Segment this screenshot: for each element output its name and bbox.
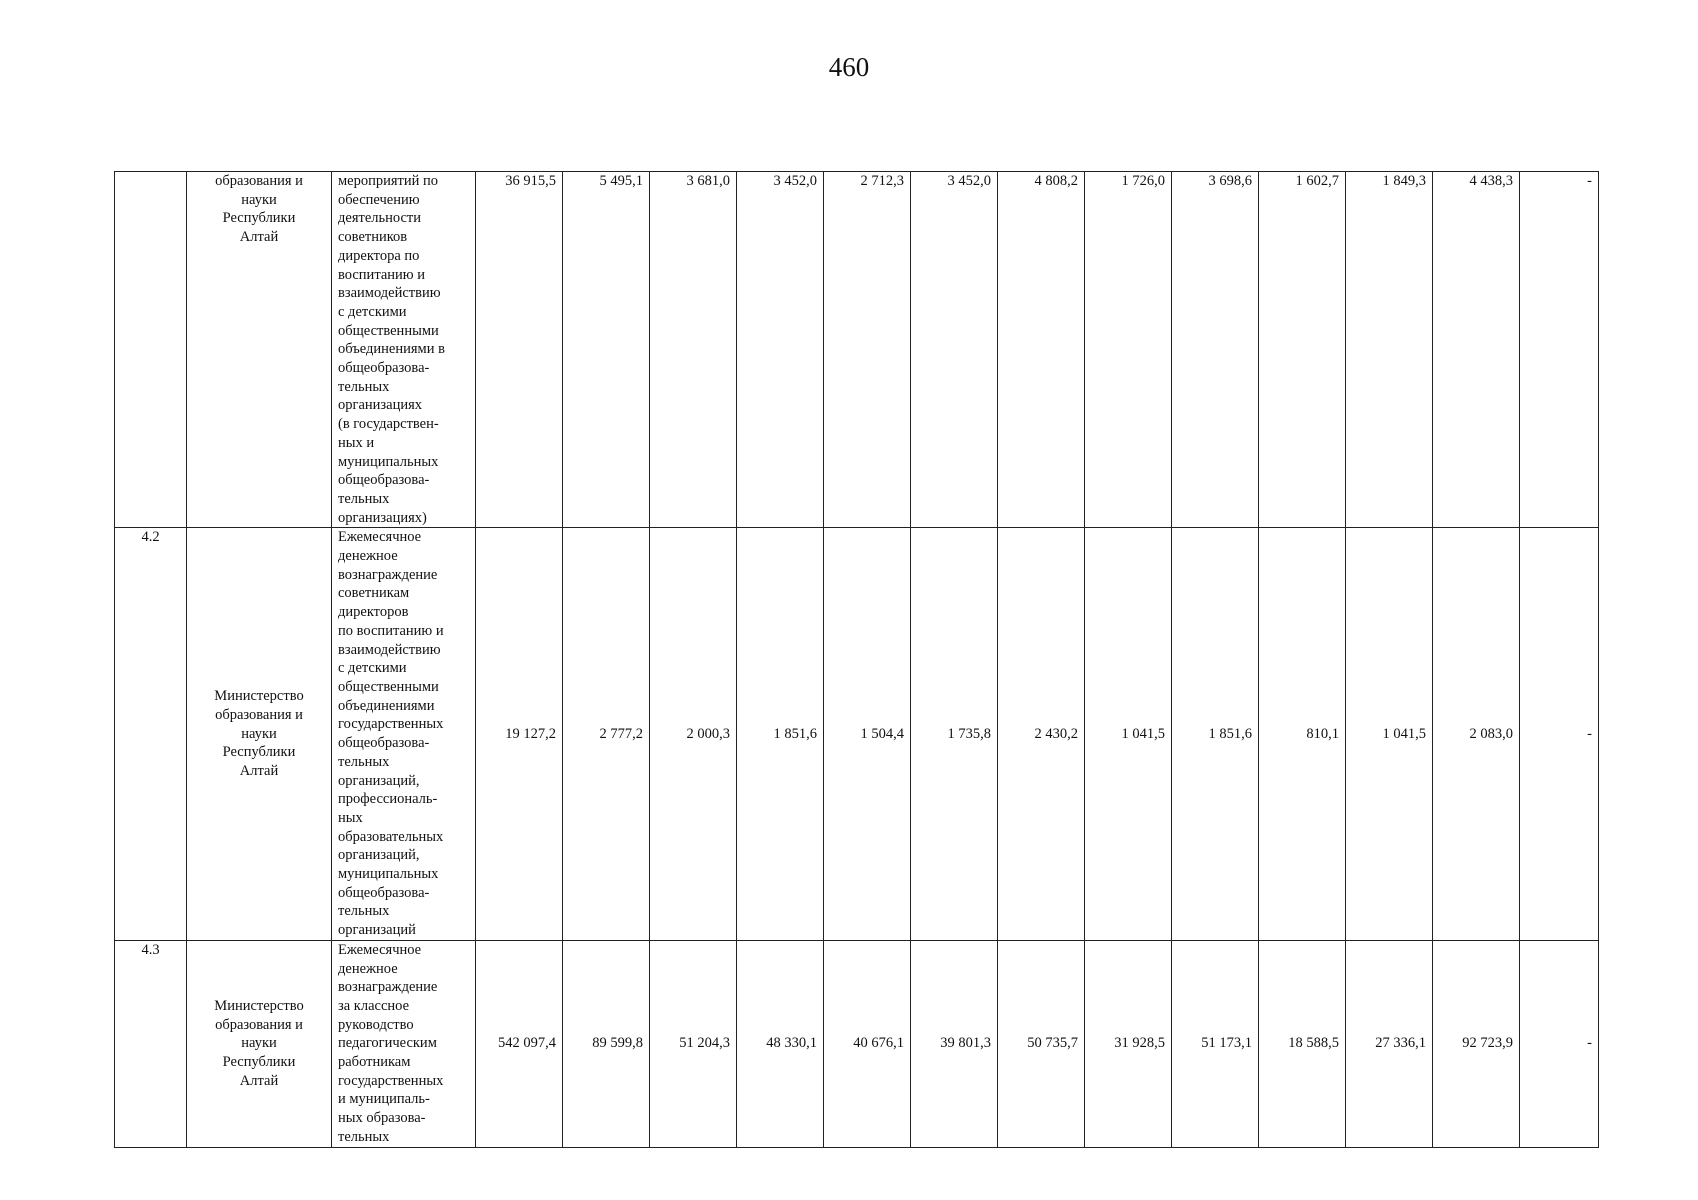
amount-cell: 1 849,3 bbox=[1346, 172, 1433, 528]
amount-cell: 1 726,0 bbox=[1085, 172, 1172, 528]
last-column-cell: - bbox=[1520, 528, 1599, 940]
executor-cell: образования и науки Республики Алтай bbox=[187, 172, 332, 528]
amount-cell: 2 430,2 bbox=[998, 528, 1085, 940]
amount-cell: 50 735,7 bbox=[998, 940, 1085, 1147]
last-column-cell: - bbox=[1520, 172, 1599, 528]
amount-cell: 2 000,3 bbox=[650, 528, 737, 940]
measure-description-cell: Ежемесячное денежное вознаграждение советникам директоров по воспитанию и взаимодействию с детскими общественными объединениями государственных общеобразова- тельных организаций, профессиональ- ных образовательных организаций, муниципальных общеобразова- тельных организаций bbox=[332, 528, 476, 940]
amount-cell: 1 504,4 bbox=[824, 528, 911, 940]
amount-cell: 3 698,6 bbox=[1172, 172, 1259, 528]
amount-cell: 3 452,0 bbox=[737, 172, 824, 528]
last-column-cell: - bbox=[1520, 940, 1599, 1147]
row-number-cell bbox=[115, 172, 187, 528]
amount-cell: 1 851,6 bbox=[1172, 528, 1259, 940]
amount-cell: 51 173,1 bbox=[1172, 940, 1259, 1147]
amount-cell: 31 928,5 bbox=[1085, 940, 1172, 1147]
amount-cell: 1 602,7 bbox=[1259, 172, 1346, 528]
amount-cell: 18 588,5 bbox=[1259, 940, 1346, 1147]
table-row bbox=[115, 528, 1599, 940]
amount-cell: 2 083,0 bbox=[1433, 528, 1520, 940]
page-number: 460 bbox=[828, 52, 870, 82]
amount-cell: 1 735,8 bbox=[911, 528, 998, 940]
table-row bbox=[115, 940, 1599, 1147]
amount-cell: 3 681,0 bbox=[650, 172, 737, 528]
amount-cell: 5 495,1 bbox=[563, 172, 650, 528]
amount-cell: 36 915,5 bbox=[476, 172, 563, 528]
executor-cell: Министерство образования и науки Республики Алтай bbox=[187, 940, 332, 1147]
amount-cell: 4 438,3 bbox=[1433, 172, 1520, 528]
amount-cell: 1 041,5 bbox=[1085, 528, 1172, 940]
table-row bbox=[115, 172, 1599, 528]
amount-cell: 19 127,2 bbox=[476, 528, 563, 940]
table-body bbox=[115, 172, 1599, 1148]
amount-cell: 92 723,9 bbox=[1433, 940, 1520, 1147]
row-number-cell: 4.2 bbox=[115, 528, 187, 940]
amount-cell: 3 452,0 bbox=[911, 172, 998, 528]
amount-cell: 39 801,3 bbox=[911, 940, 998, 1147]
amount-cell: 1 851,6 bbox=[737, 528, 824, 940]
amount-cell: 27 336,1 bbox=[1346, 940, 1433, 1147]
amount-cell: 48 330,1 bbox=[737, 940, 824, 1147]
row-number-cell: 4.3 bbox=[115, 940, 187, 1147]
amount-cell: 89 599,8 bbox=[563, 940, 650, 1147]
amount-cell: 40 676,1 bbox=[824, 940, 911, 1147]
amount-cell: 51 204,3 bbox=[650, 940, 737, 1147]
executor-cell: Министерство образования и науки Республики Алтай bbox=[187, 528, 332, 940]
measure-description-cell: Ежемесячное денежное вознаграждение за классное руководство педагогическим работникам государственных и муниципаль- ных образова- тельных bbox=[332, 940, 476, 1147]
amount-cell: 542 097,4 bbox=[476, 940, 563, 1147]
amount-cell: 2 777,2 bbox=[563, 528, 650, 940]
amount-cell: 2 712,3 bbox=[824, 172, 911, 528]
budget-table bbox=[114, 171, 1599, 1148]
amount-cell: 1 041,5 bbox=[1346, 528, 1433, 940]
amount-cell: 810,1 bbox=[1259, 528, 1346, 940]
amount-cell: 4 808,2 bbox=[998, 172, 1085, 528]
measure-description-cell: мероприятий по обеспечению деятельности советников директора по воспитанию и взаимодействию с детскими общественными объединениями в общеобразова- тельных организациях (в государствен- ных и муниципальных общеобразова- тельных организациях) bbox=[332, 172, 476, 528]
